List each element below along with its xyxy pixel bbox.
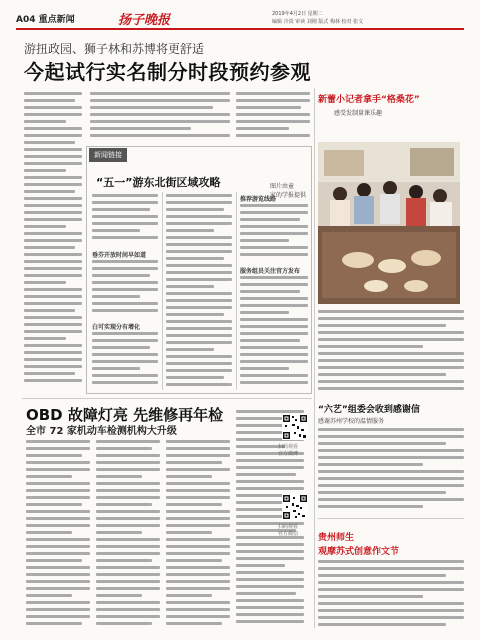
obd-headline: OBD 故障灯亮 先维修再年检 bbox=[26, 406, 224, 424]
obd-column-1 bbox=[26, 440, 90, 632]
main-headline: 今起试行实名制分时段预约参观 bbox=[24, 60, 311, 84]
right-top-title: 新蕾小记者拿手“格桑花” bbox=[318, 95, 420, 105]
box-text-col-3 bbox=[240, 204, 308, 262]
news-link-tag: 新闻链接 bbox=[89, 148, 127, 162]
right-mid-title: “六艺”组委会收到感谢信 bbox=[318, 405, 420, 415]
box-text-col-1c bbox=[92, 332, 158, 390]
obd-subheadline: 全市 72 家机动车检测机构大升级 bbox=[26, 426, 177, 437]
header-meta: 2019年4月2日 星期二 编辑 冷淡 审读 刘刚 版式 梅林 校对 张文 bbox=[272, 11, 364, 25]
column-divider bbox=[314, 88, 315, 628]
box-subhead-4: 白可实现分有增化 bbox=[92, 324, 141, 331]
page-header bbox=[0, 6, 480, 30]
qr-caption-wechat: 扫码观看 官方微信 bbox=[278, 524, 299, 537]
right-bottom-text bbox=[318, 560, 464, 632]
box-text-col-3b bbox=[240, 276, 308, 390]
newspaper-logo: 扬子晚报 bbox=[118, 13, 171, 28]
qr-caption-weibo: 扫码观看 官方微博 bbox=[278, 444, 299, 457]
right-mid-subtitle: 感谢苏州学校的温情服务 bbox=[318, 418, 385, 425]
photo-caption: 图片由童 家的学报提供 bbox=[270, 183, 307, 199]
box-divider-2 bbox=[236, 192, 237, 390]
article-column-1 bbox=[24, 92, 82, 388]
article-column-2 bbox=[90, 92, 230, 142]
right-mid-text bbox=[318, 428, 464, 514]
right-top-text bbox=[318, 310, 464, 396]
right-top-subtitle: 感受发制量课乐趣 bbox=[334, 110, 383, 117]
box-subhead-1: 垂芬开放时间早如道 bbox=[92, 252, 147, 259]
section-label: A04 重点新闻 bbox=[16, 15, 75, 25]
right-section-divider bbox=[318, 518, 464, 519]
box-divider-1 bbox=[162, 192, 163, 390]
pre-headline: 游扭政园、狮子林和苏博将更舒适 bbox=[24, 42, 205, 56]
article-column-3 bbox=[236, 92, 310, 142]
right-bottom-title: 贵州师生 bbox=[318, 533, 355, 543]
news-link-title: “五一”游东北街区域攻略 bbox=[96, 176, 221, 189]
obd-column-2 bbox=[96, 440, 160, 632]
qr-code-wechat[interactable] bbox=[282, 494, 308, 520]
classroom-photo bbox=[318, 142, 460, 304]
section-divider bbox=[22, 398, 312, 399]
obd-column-3 bbox=[166, 440, 230, 632]
qr-code-weibo[interactable] bbox=[282, 414, 308, 440]
box-subhead-2: 推荐游览线路 bbox=[240, 196, 277, 203]
box-text-col-2 bbox=[166, 194, 232, 390]
right-bottom-subtitle: 观摩苏式创意作文节 bbox=[318, 547, 400, 557]
box-subhead-3: 服务组员关注官方发布 bbox=[240, 268, 301, 275]
box-text-col-1b bbox=[92, 260, 158, 318]
header-rule bbox=[16, 28, 464, 30]
box-text-col-1 bbox=[92, 194, 158, 246]
